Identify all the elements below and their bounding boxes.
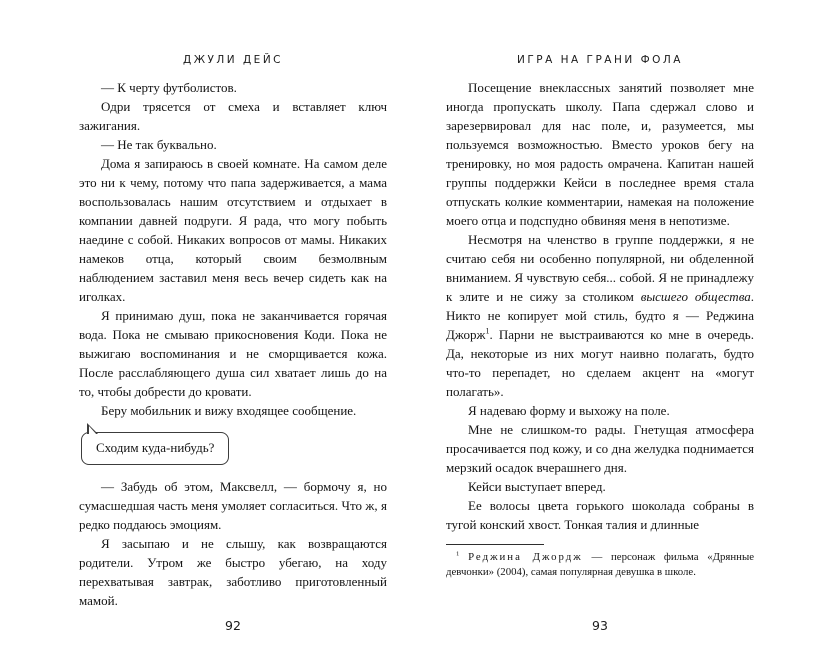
footnote	[446, 550, 754, 580]
text-segment: — К черту футболистов.	[101, 80, 237, 95]
running-head-title: ИГРА НА ГРАНИ ФОЛА	[517, 54, 683, 66]
paragraph	[79, 154, 387, 306]
text-segment: — Не так буквально.	[101, 137, 217, 152]
paragraph	[79, 78, 387, 97]
message-bubble: Сходим куда-нибудь?	[81, 432, 229, 465]
paragraph	[446, 230, 754, 401]
paragraph	[446, 401, 754, 420]
text-segment: Реджина Джордж	[468, 551, 583, 563]
page-number-left: 92	[225, 618, 241, 633]
text-segment: Кейси выступает вперед.	[468, 479, 606, 494]
paragraph	[79, 477, 387, 534]
text-segment: Посещение внеклассных занятий позволяет мне иногда пропускать школу. Папа сдержал слово и зарезервировал для нас поле, и, разумеется, мы пользуемся возможностью. Вместо уроков бегу на тренировку, но моя радость омрачена. Капитан нашей группы поддержки Кейси в последнее время стала отпускать колкие комментарии, намекая на положение моего отца и подспудно обвиняя меня в непотизме.	[446, 80, 754, 228]
paragraph	[446, 78, 754, 230]
paragraph	[79, 306, 387, 401]
text-segment: Я засыпаю и не слышу, как возвращаются родители. Утром же быстро убегаю, на ходу перехватывая завтрак, заботливо приготовленный мамой.	[79, 536, 387, 608]
text-segment: Я принимаю душ, пока не заканчивается горячая вода. Пока не смываю прикосновения Коди. Пока не выжигаю воспоминания и не сморщивается кожа. После расслабляющего душа сил хватает лишь до на то, чтобы добрести до кровати.	[79, 308, 387, 399]
paragraph	[446, 496, 754, 534]
text-segment: — персонаж фильма «Дрянные девчонки» (2004), самая популярная девушка в школе.	[446, 551, 754, 578]
paragraph	[446, 477, 754, 496]
message-bubble-row	[81, 432, 387, 465]
text-segment: 1	[485, 326, 490, 336]
text-segment: высшего общества	[640, 289, 751, 304]
text-segment: Беру мобильник и вижу входящее сообщение.	[101, 403, 357, 418]
text-segment: Дома я запираюсь в своей комнате. На самом деле это ни к чему, потому что папа задерживается, а мама воспользовалась нашим отсутствием и отдыхает в компании давней подруги. Я рада, что могу побыть наедине с собой. Никаких вопросов от мамы. Никаких намеков отца, который своим безмолвным наблюдением заставил меня весь вечер сидеть как на иголках.	[79, 156, 387, 304]
page-right	[446, 0, 754, 580]
page-left	[79, 0, 387, 610]
paragraph	[79, 135, 387, 154]
text-segment: 1	[456, 550, 460, 558]
text-segment: Одри трясется от смеха и вставляет ключ зажигания.	[79, 99, 387, 133]
text-segment: — Забудь об этом, Максвелл, — бормочу я, но сумасшедшая часть меня умоляет согласиться. Что ж, я редко поддаюсь эмоциям.	[79, 479, 387, 532]
text-segment: . Никто не копирует мой стиль, будто я — Реджина Джорж	[446, 289, 755, 342]
paragraph	[446, 420, 754, 477]
paragraph	[79, 534, 387, 610]
text-segment: Я надеваю форму и выхожу на поле.	[468, 403, 670, 418]
text-segment: . Парни не выстраиваются ко мне в очередь. Да, некоторые из них могут наивно полагать, будто что-то перепадет, но сделаем акцент на «могут полагать».	[446, 327, 754, 399]
text-segment	[459, 551, 468, 563]
footnote-rule	[446, 544, 544, 545]
paragraph	[79, 401, 387, 420]
paragraph	[79, 97, 387, 135]
text-segment: Мне не слишком-то рады. Гнетущая атмосфера просачивается под кожу, и со дна желудка поднимается мерзкий осадок вчерашнего дня.	[446, 422, 754, 475]
text-segment: Несмотря на членство в группе поддержки, я не считаю себя ни особенно популярной, ни обделенной вниманием. Я чувствую себя... собой. Я не принадлежу к элите и не сижу за столиком	[446, 232, 754, 304]
page-right-body	[446, 78, 754, 580]
running-head-author: ДЖУЛИ ДЕЙС	[182, 54, 284, 66]
page-left-body	[79, 78, 387, 610]
page-number-right: 93	[592, 618, 608, 633]
text-segment: Ее волосы цвета горького шоколада собраны в тугой конский хвост. Тонкая талия и длинные	[446, 498, 754, 532]
